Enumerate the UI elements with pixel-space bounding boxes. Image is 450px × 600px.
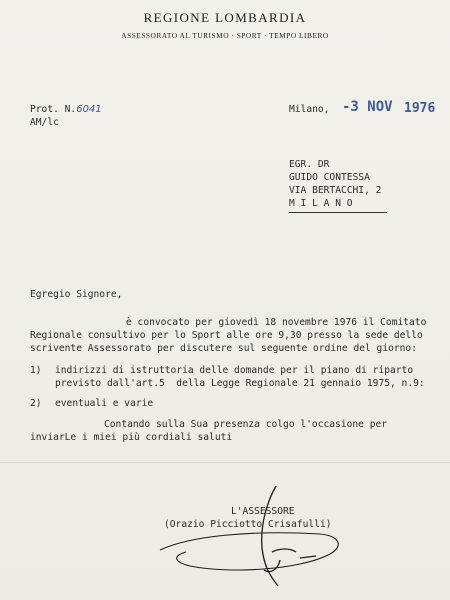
agenda-item-1-line-1: indirizzi di istruttoria delle domande per il piano di riparto — [55, 365, 414, 376]
body-paragraph-line-1: è convocato per giovedì 18 novembre 1976 il Comitato — [126, 317, 427, 328]
recipient-line-1: EGR. DR — [289, 159, 330, 170]
recipient-line-4: M I L A N O — [289, 198, 353, 209]
closing-line-1: Contando sulla Sua presenza colgo l'occasione per — [104, 419, 388, 430]
date-stamp-year: 1976 — [404, 101, 436, 116]
agenda-item-2-line-1: eventuali e varie — [55, 398, 154, 409]
date-place: Milano, — [289, 104, 330, 115]
body-paragraph-line-2: Regionale consultivo per lo Sport alle ore 9,30 presso la sede dello — [30, 330, 423, 341]
signatory-title: L'ASSESSORE — [231, 506, 295, 517]
body-paragraph-line-3: scrivente Assessorato per discutere sul seguente ordine del giorno: — [30, 343, 417, 354]
agenda-item-1-line-2: previsto dall'art.5 della Legge Regionale 21 gennaio 1975, n.9: — [55, 378, 425, 389]
protocol-label: Prot. N. — [30, 104, 77, 115]
agenda-item-1-number: 1) — [30, 365, 42, 376]
letterhead-subtitle: ASSESSORATO AL TURISMO · SPORT · TEMPO LIBERO — [121, 31, 329, 40]
protocol-line — [30, 104, 102, 116]
salutation: Egregio Signore, — [30, 289, 123, 300]
recipient-line-2: GUIDO CONTESSA — [289, 172, 370, 183]
date-stamp-day-month: -3 NOV — [342, 99, 393, 115]
recipient-underline — [289, 212, 387, 213]
reference-code: AM/lc — [30, 117, 59, 128]
signature-stroke-2 — [160, 533, 338, 570]
closing-line-2: inviarLe i miei più cordiali saluti — [30, 432, 233, 443]
signatory-name: (Orazio Picciotto Crisafulli) — [164, 519, 332, 530]
letterhead-title: REGIONE LOMBARDIA — [143, 10, 307, 25]
protocol-number: 6041 — [76, 104, 102, 115]
paper-fold-line — [0, 462, 450, 463]
signature-stroke-4 — [300, 556, 316, 558]
recipient-line-3: VIA BERTACCHI, 2 — [289, 185, 382, 196]
handwritten-signature — [150, 478, 350, 593]
agenda-item-2-number: 2) — [30, 398, 42, 409]
